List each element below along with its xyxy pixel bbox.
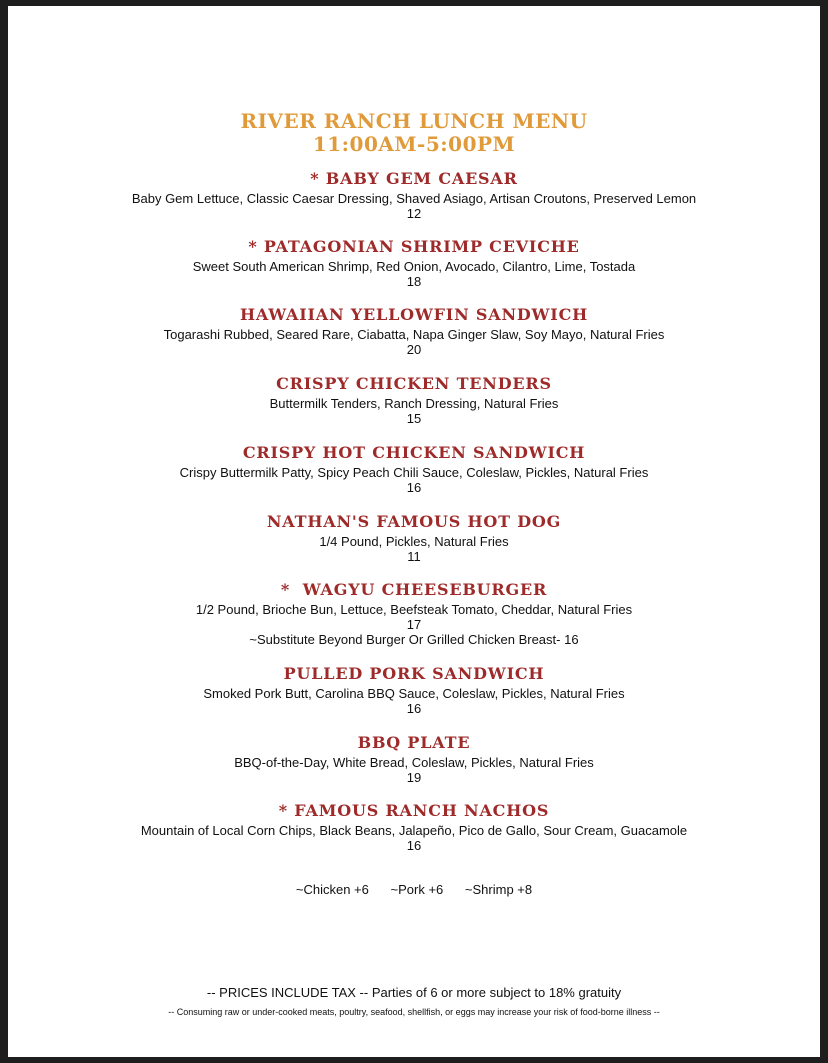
menu-item [8, 664, 820, 716]
menu-page [8, 6, 820, 1057]
item-price: 20 [406, 342, 422, 357]
menu-item [8, 512, 820, 564]
item-description: Sweet South American Shrimp, Red Onion, Avocado, Cilantro, Lime, Tostada [192, 259, 636, 274]
addon-chicken: ~Chicken +6 [295, 882, 369, 897]
item-description: Baby Gem Lettuce, Classic Caesar Dressing, Shaved Asiago, Artisan Croutons, Preserved Lemon [131, 191, 697, 206]
menu-item [8, 374, 820, 426]
menu-item [8, 169, 820, 221]
menu-title: RIVER RANCH LUNCH MENU [240, 109, 588, 133]
menu-header [8, 110, 820, 156]
item-price: 16 [406, 838, 422, 853]
item-description: BBQ-of-the-Day, White Bread, Coleslaw, Pickles, Natural Fries [234, 755, 594, 770]
item-price: 11 [407, 549, 421, 564]
menu-item [8, 237, 820, 289]
addon-shrimp: ~Shrimp +8 [464, 882, 533, 897]
item-description: Smoked Pork Butt, Carolina BBQ Sauce, Coleslaw, Pickles, Natural Fries [203, 686, 625, 701]
item-price: 16 [406, 480, 422, 495]
item-name: * PATAGONIAN SHRIMP CEVICHE [248, 237, 580, 256]
item-name: CRISPY CHICKEN TENDERS [276, 374, 552, 393]
item-price: 12 [406, 206, 422, 221]
item-substitution-note: ~Substitute Beyond Burger Or Grilled Chicken Breast- 16 [249, 632, 579, 647]
menu-item [8, 305, 820, 357]
addon-pork: ~Pork +6 [390, 882, 444, 897]
menu-item [8, 443, 820, 495]
item-description: Mountain of Local Corn Chips, Black Beans, Jalapeño, Pico de Gallo, Sour Cream, Guacamole [140, 823, 688, 838]
health-warning: -- Consuming raw or under-cooked meats, poultry, seafood, shellfish, or eggs may increase your risk of food-borne illness -- [168, 1007, 660, 1017]
item-name: * BABY GEM CAESAR [310, 169, 518, 188]
item-name: CRISPY HOT CHICKEN SANDWICH [242, 443, 586, 462]
item-name: NATHAN'S FAMOUS HOT DOG [266, 512, 562, 531]
item-name: PULLED PORK SANDWICH [283, 664, 545, 683]
item-price: 18 [406, 274, 422, 289]
item-description: Buttermilk Tenders, Ranch Dressing, Natural Fries [269, 396, 559, 411]
item-description: 1/4 Pound, Pickles, Natural Fries [319, 534, 509, 549]
item-name: * FAMOUS RANCH NACHOS [278, 801, 550, 820]
prices-note: -- PRICES INCLUDE TAX -- Parties of 6 or more subject to 18% gratuity [206, 985, 622, 1000]
item-description: Togarashi Rubbed, Seared Rare, Ciabatta, Napa Ginger Slaw, Soy Mayo, Natural Fries [163, 327, 665, 342]
menu-item [8, 733, 820, 785]
item-price: 15 [406, 411, 422, 426]
menu-hours: 11:00AM-5:00PM [312, 132, 516, 156]
nacho-addons [8, 882, 820, 897]
item-description: Crispy Buttermilk Patty, Spicy Peach Chili Sauce, Coleslaw, Pickles, Natural Fries [179, 465, 649, 480]
item-description: 1/2 Pound, Brioche Bun, Lettuce, Beefsteak Tomato, Cheddar, Natural Fries [195, 602, 633, 617]
item-price: 16 [406, 701, 422, 716]
menu-item [8, 580, 820, 647]
item-name: HAWAIIAN YELLOWFIN SANDWICH [239, 305, 589, 324]
item-price: 17 [406, 617, 422, 632]
item-name: BBQ PLATE [357, 733, 471, 752]
menu-item [8, 801, 820, 853]
item-price: 19 [406, 770, 422, 785]
item-name: * WAGYU CHEESEBURGER [280, 580, 548, 599]
